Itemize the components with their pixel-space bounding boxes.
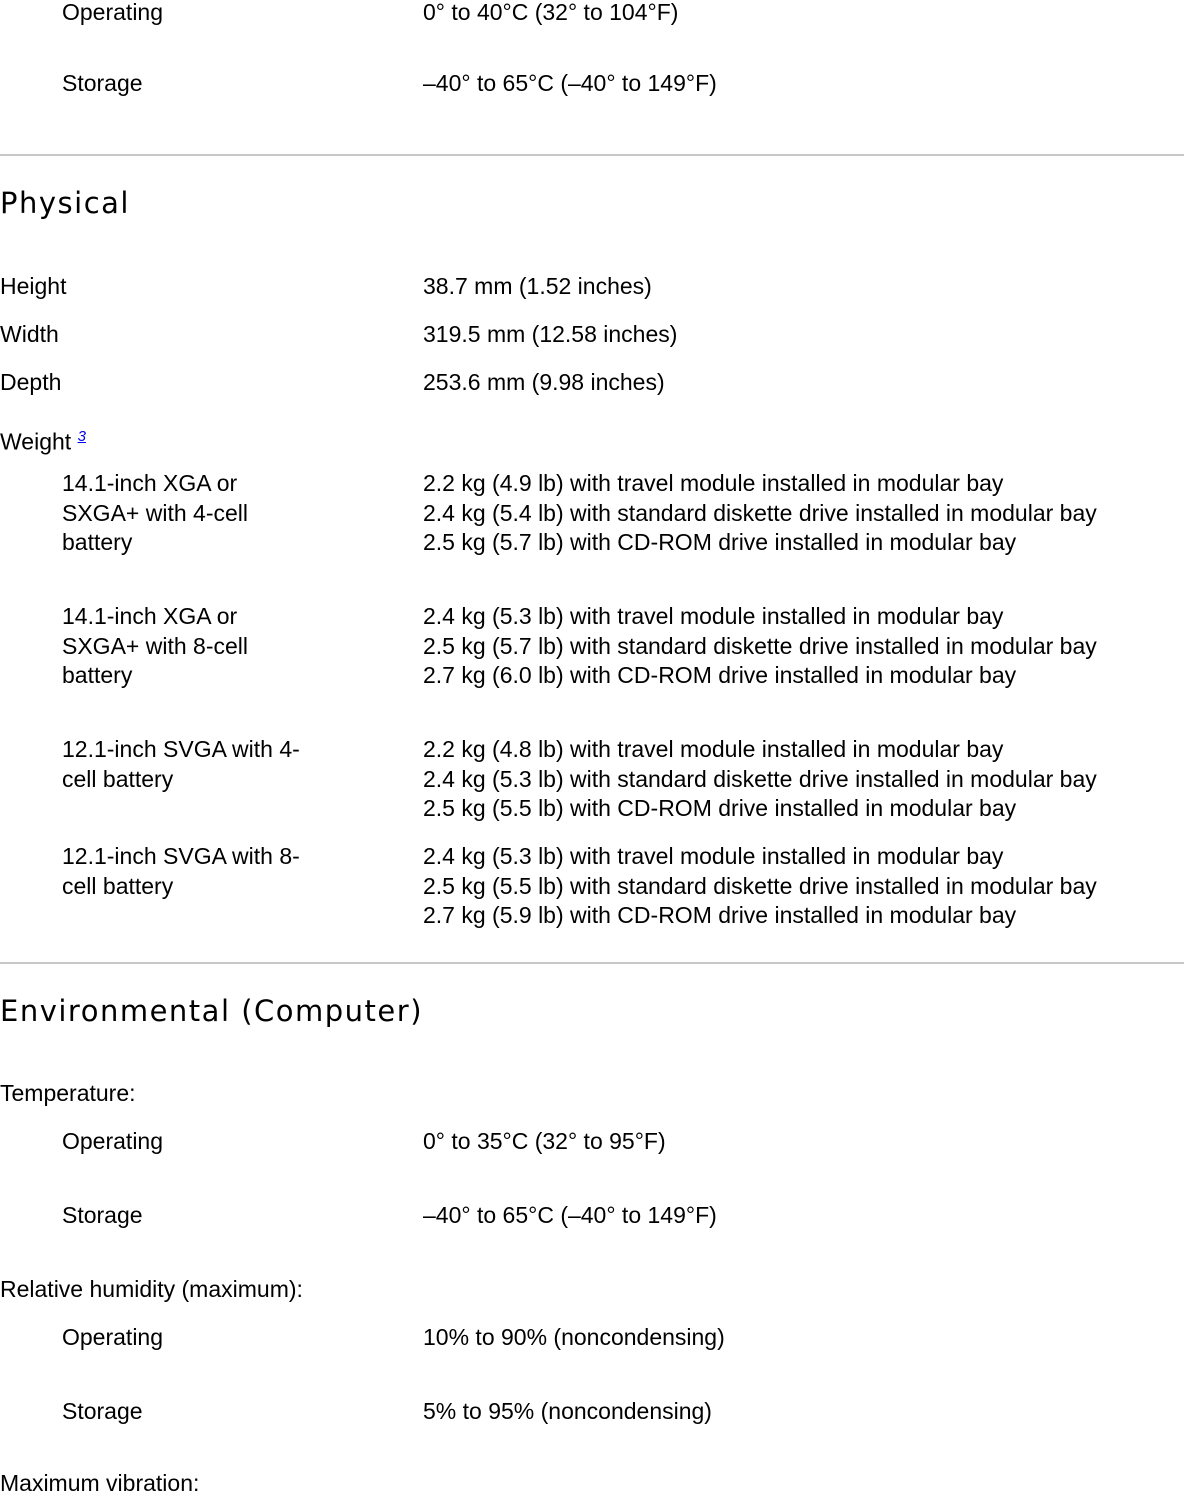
weight-config-values: 2.2 kg (4.8 lb) with travel module installed in modular bay 2.4 kg (5.3 lb) with standard diskette drive installed in modular bay 2.5 kg (5.5 lb) with CD-ROM drive installed in modular bay — [423, 736, 1097, 822]
weight-config-label: 14.1-inch XGA or SXGA+ with 8-cell battery — [62, 603, 248, 689]
temp-operating-label: Operating — [62, 1128, 164, 1154]
physical-heading: Physical — [0, 186, 130, 220]
depth-value: 253.6 mm (9.98 inches) — [423, 369, 665, 395]
temp-operating-value: 0° to 35°C (32° to 95°F) — [423, 1128, 666, 1154]
prev-operating-value: 0° to 40°C (32° to 104°F) — [423, 0, 679, 25]
width-label: Width — [0, 321, 59, 347]
prev-storage-label: Storage — [62, 70, 143, 96]
humidity-operating-value: 10% to 90% (noncondensing) — [423, 1324, 725, 1350]
weight-footnote-link[interactable]: 3 — [77, 428, 86, 445]
height-value: 38.7 mm (1.52 inches) — [423, 273, 652, 299]
depth-label: Depth — [0, 369, 62, 395]
weight-config-values: 2.4 kg (5.3 lb) with travel module installed in modular bay 2.5 kg (5.5 lb) with standard diskette drive installed in modular bay 2.7 kg (5.9 lb) with CD-ROM drive installed in modular bay — [423, 843, 1097, 929]
section-divider — [0, 962, 1184, 964]
weight-config-values: 2.2 kg (4.9 lb) with travel module installed in modular bay 2.4 kg (5.4 lb) with standard diskette drive installed in modular bay 2.5 kg (5.7 lb) with CD-ROM drive installed in modular bay — [423, 470, 1097, 556]
vibration-label: Maximum vibration: — [0, 1470, 200, 1496]
environmental-heading: Environmental (Computer) — [0, 994, 424, 1028]
humidity-operating-label: Operating — [62, 1324, 164, 1350]
humidity-storage-label: Storage — [62, 1398, 143, 1424]
temperature-label: Temperature: — [0, 1080, 136, 1106]
weight-config-values: 2.4 kg (5.3 lb) with travel module installed in modular bay 2.5 kg (5.7 lb) with standard diskette drive installed in modular bay 2.7 kg (6.0 lb) with CD-ROM drive installed in modular bay — [423, 603, 1097, 689]
width-value: 319.5 mm (12.58 inches) — [423, 321, 678, 347]
weight-label: Weight $^3$ — [0, 428, 86, 455]
section-divider — [0, 154, 1184, 156]
weight-config-label: 12.1-inch SVGA with 8- cell battery — [62, 843, 300, 899]
temp-storage-label: Storage — [62, 1202, 143, 1228]
humidity-storage-value: 5% to 95% (noncondensing) — [423, 1398, 712, 1424]
prev-operating-label: Operating — [62, 0, 164, 25]
height-label: Height — [0, 273, 67, 299]
humidity-label: Relative humidity (maximum): — [0, 1276, 303, 1302]
weight-config-label: 14.1-inch XGA or SXGA+ with 4-cell battery — [62, 470, 248, 556]
prev-storage-value: –40° to 65°C (–40° to 149°F) — [423, 70, 717, 96]
weight-config-label: 12.1-inch SVGA with 4- cell battery — [62, 736, 300, 792]
temp-storage-value: –40° to 65°C (–40° to 149°F) — [423, 1202, 717, 1228]
